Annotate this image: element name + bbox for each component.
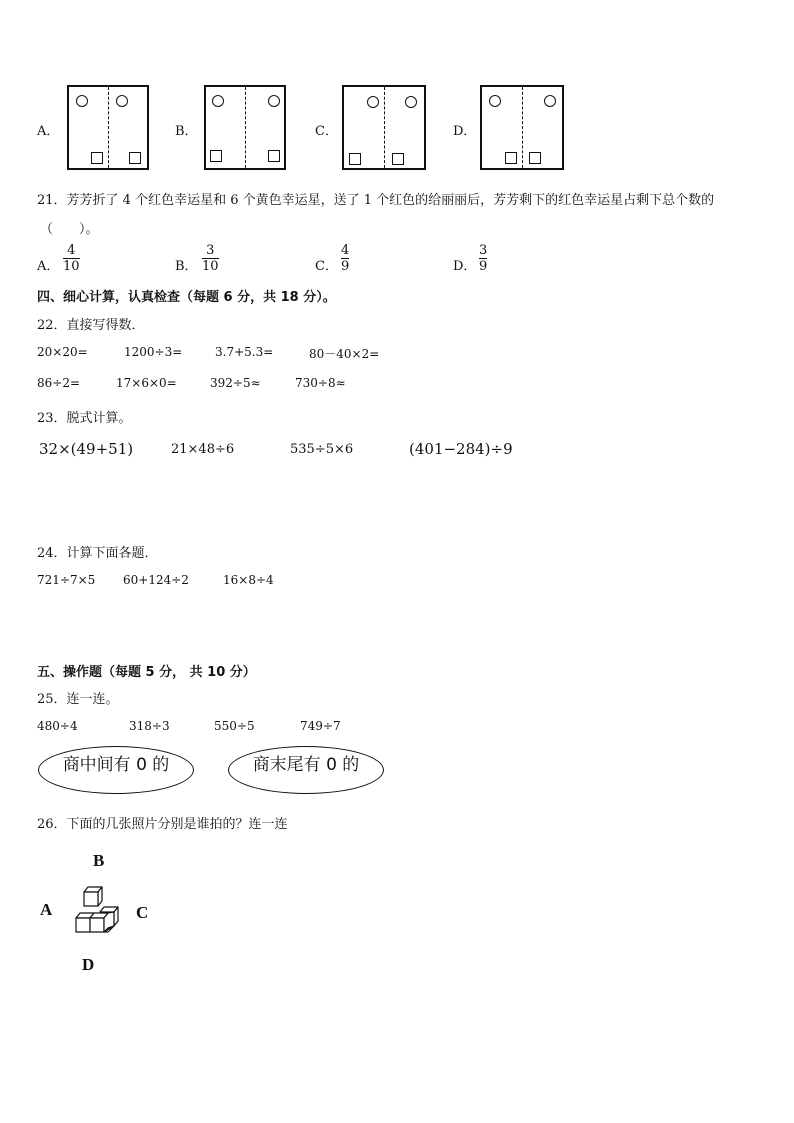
- q25-title: 25．连一连。: [37, 692, 119, 707]
- q23-expression: 535÷5×6: [290, 442, 354, 457]
- q24-expression: 16×8÷4: [223, 573, 274, 587]
- square-shape: [129, 152, 141, 164]
- section-4-title: 四、细心计算，认真检查（每题 6 分，共 18 分）。: [37, 290, 336, 305]
- circle-shape: [76, 95, 88, 107]
- square-shape: [268, 150, 280, 162]
- q20-option-a-label: A．: [37, 124, 60, 139]
- fold-line: [108, 87, 109, 168]
- q20-option-c-figure: [342, 85, 426, 170]
- q20-option-b-label: B．: [175, 124, 198, 139]
- section-5-title: 五、操作题（每题 5 分， 共 10 分）: [37, 665, 256, 680]
- square-shape: [210, 150, 222, 162]
- square-shape: [529, 152, 541, 164]
- square-shape: [91, 152, 103, 164]
- q21-option-a-label: A．: [37, 259, 60, 274]
- q21-option-c-label: C．: [315, 259, 338, 274]
- q23-expression: 21×48÷6: [171, 442, 235, 457]
- square-shape: [349, 153, 361, 165]
- q22-item: 3.7+5.3=: [215, 345, 274, 359]
- q20-option-a-figure: [67, 85, 149, 170]
- q23-expression: (401−284)÷9: [409, 440, 513, 458]
- q22-item: 86÷2=: [37, 376, 81, 390]
- fold-line: [245, 87, 246, 168]
- q21-option-a-fraction: [63, 243, 80, 274]
- q22-item: 1200÷3=: [124, 345, 183, 359]
- viewer-label-d: D: [82, 955, 95, 974]
- q21-option-d-label: D．: [453, 259, 477, 274]
- numerator: 3: [479, 243, 488, 258]
- q26-title: 26．下面的几张照片分别是谁拍的？连一连: [37, 817, 288, 832]
- q25-expression: 749÷7: [300, 719, 341, 733]
- circle-shape: [268, 95, 280, 107]
- q24-title: 24．计算下面各题．: [37, 546, 158, 561]
- circle-shape: [367, 96, 379, 108]
- q25-expression: 550÷5: [214, 719, 255, 733]
- q21-option-c-fraction: [341, 243, 349, 274]
- fold-line: [522, 87, 523, 168]
- denominator: 10: [63, 259, 80, 274]
- circle-shape: [116, 95, 128, 107]
- q21-option-b-label: B．: [175, 259, 198, 274]
- q20-option-c-label: C．: [315, 124, 338, 139]
- viewer-label-a: A: [40, 900, 53, 919]
- q21-text-line1: 21．芳芳折了 4 个红色幸运星和 6 个黄色幸运星，送了 1 个红色的给丽丽后，芳芳剩下的红色幸运星占剩下总个数的: [37, 193, 715, 208]
- square-shape: [392, 153, 404, 165]
- fold-line: [384, 87, 385, 168]
- viewer-label-b: B: [93, 851, 105, 870]
- denominator: 9: [341, 259, 350, 274]
- q20-option-d-figure: [480, 85, 564, 170]
- numerator: 3: [206, 243, 215, 258]
- q20-option-b-figure: [204, 85, 286, 170]
- q25-expression: 318÷3: [129, 719, 170, 733]
- circle-shape: [405, 96, 417, 108]
- circle-shape: [489, 95, 501, 107]
- q24-expression: 60+124÷2: [123, 573, 189, 587]
- numerator: 4: [341, 243, 350, 258]
- circle-shape: [212, 95, 224, 107]
- denominator: 9: [479, 259, 488, 274]
- cube-stack-figure: [68, 882, 122, 940]
- q21-text-line2: （ ）。: [40, 222, 99, 237]
- q22-item: 80－40×2=: [309, 347, 380, 361]
- q22-title: 22．直接写得数．: [37, 318, 145, 333]
- oval-label: 商末尾有 0 的: [252, 755, 360, 775]
- square-shape: [505, 152, 517, 164]
- q21-option-d-fraction: [479, 243, 487, 274]
- q23-title: 23．脱式计算。: [37, 411, 132, 426]
- q20-option-d-label: D．: [453, 124, 477, 139]
- q25-expression: 480÷4: [37, 719, 78, 733]
- viewer-label-c: C: [136, 903, 149, 922]
- q21-option-b-fraction: [202, 243, 219, 274]
- oval-quotient-middle-zero[interactable]: [38, 746, 194, 794]
- circle-shape: [544, 95, 556, 107]
- oval-label: 商中间有 0 的: [62, 755, 170, 775]
- q22-item: 730÷8≈: [295, 376, 346, 390]
- q24-expression: 721÷7×5: [37, 573, 96, 587]
- q22-item: 17×6×0=: [116, 376, 177, 390]
- denominator: 10: [202, 259, 219, 274]
- oval-quotient-end-zero[interactable]: [228, 746, 384, 794]
- numerator: 4: [67, 243, 76, 258]
- q22-item: 20×20=: [37, 345, 88, 359]
- q23-expression: 32×(49+51): [39, 440, 134, 458]
- q22-item: 392÷5≈: [210, 376, 261, 390]
